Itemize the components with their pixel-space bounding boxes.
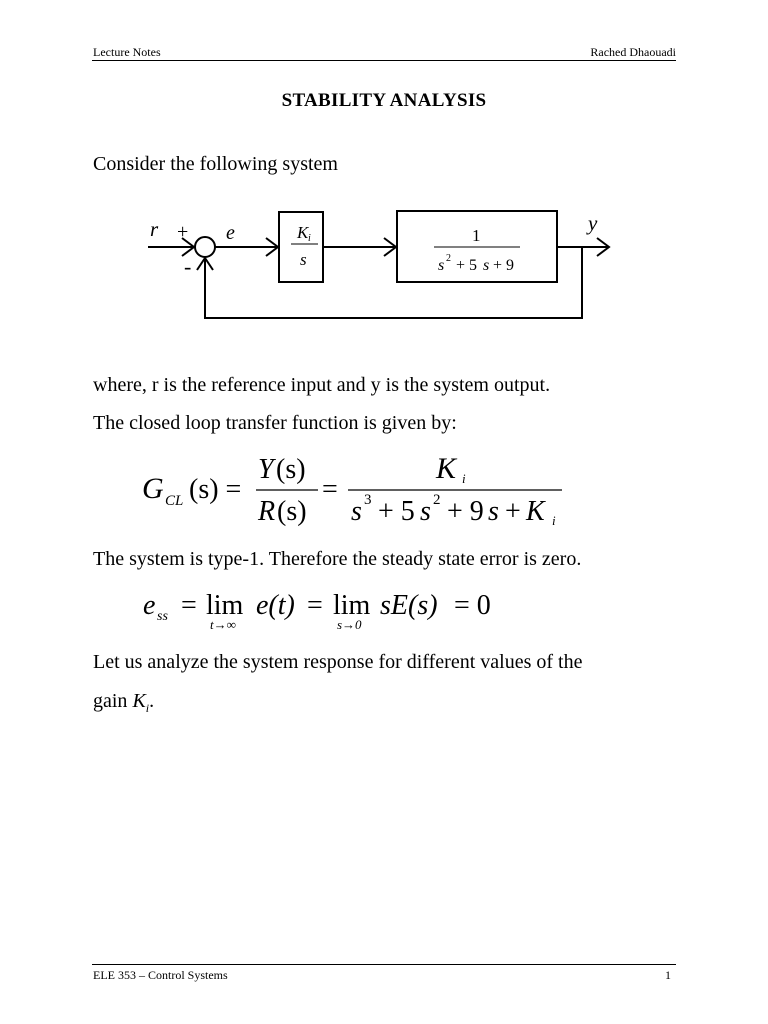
eq2-e: e [143,590,156,621]
footer-rule [92,964,676,965]
block-diagram [0,0,768,360]
eq2-et: e(t) [256,590,295,621]
paragraph-closed-loop: The closed loop transfer function is given by: [93,412,457,434]
eq1-R-args: (s) [277,496,307,527]
closed-loop-equation [0,440,768,540]
eq2-sEs: sE(s) [380,590,438,621]
paragraph-where: where, r is the reference input and y is the system output. [93,374,551,396]
plant-denominator-plus9: + 9 [493,257,515,274]
input-label: r [150,217,159,241]
eq1-den-plus: + [505,496,521,527]
eq1-den-s: s [488,496,499,527]
controller-numerator-subscript: i [308,233,311,244]
plant-denominator-plus5: + 5 [456,257,478,274]
eq2-lim-1-under: t→∞ [210,617,236,632]
error-label: e [226,222,235,244]
eq1-args: (s) = [189,474,242,505]
controller-numerator: K [297,223,309,242]
eq1-R: R [258,496,276,527]
eq1-den-plus9: + 9 [447,496,484,527]
eq2-e-subscript: ss [157,609,168,624]
paragraph-type1: The system is type-1. Therefore the steady state error is zero. [93,548,582,570]
eq2-equals-zero: = 0 [454,590,491,621]
eq1-den-s2: s [420,496,431,527]
eq1-Y: Y [258,454,274,485]
gain-text: gain [93,690,133,712]
plant-denominator-exponent: 2 [446,253,451,264]
paragraph-analyze-line2 [93,690,154,716]
plus-sign: + [177,221,189,243]
eq1-G: G [142,472,164,505]
gain-K: K [132,690,146,712]
plant-denominator-s: s [483,257,490,274]
eq2-equals-2: = [307,590,323,621]
eq1-equals: = [322,474,338,505]
gain-period: . [149,690,155,712]
eq1-den-plus5: + 5 [378,496,415,527]
eq2-equals-1: = [181,590,197,621]
steady-state-error-equation [0,580,768,640]
eq1-den-exp3: 3 [364,492,372,508]
eq1-den-exp2: 2 [433,492,441,508]
header-left: Lecture Notes [93,45,161,59]
controller-denominator: s [300,250,307,269]
gain-K-subscript: i [145,701,150,715]
header-right: Rached Dhaouadi [590,45,676,59]
plant-numerator: 1 [472,226,481,245]
eq1-Y-args: (s) [276,454,306,485]
eq1-den-subscript: i [552,513,556,528]
output-label: y [588,211,598,235]
eq2-lim-1: lim [206,590,244,621]
plant-denominator-s2: s [438,257,445,274]
intro-text: Consider the following system [93,153,338,175]
eq1-numerator-subscript: i [462,471,466,486]
eq1-den-s3: s [351,496,362,527]
paragraph-analyze-line1: Let us analyze the system response for different values of the [93,651,583,673]
eq1-numerator-K: K [436,452,457,485]
page-title: STABILITY ANALYSIS [281,90,487,111]
summing-junction [195,237,215,257]
eq1-G-subscript: CL [165,493,184,509]
eq2-lim-2-under: s→0 [337,617,362,632]
minus-sign: - [184,254,192,279]
page-number: 1 [665,968,671,982]
eq2-lim-2: lim [333,590,371,621]
eq1-den-K: K [526,496,545,527]
footer-left: ELE 353 – Control Systems [93,968,228,982]
